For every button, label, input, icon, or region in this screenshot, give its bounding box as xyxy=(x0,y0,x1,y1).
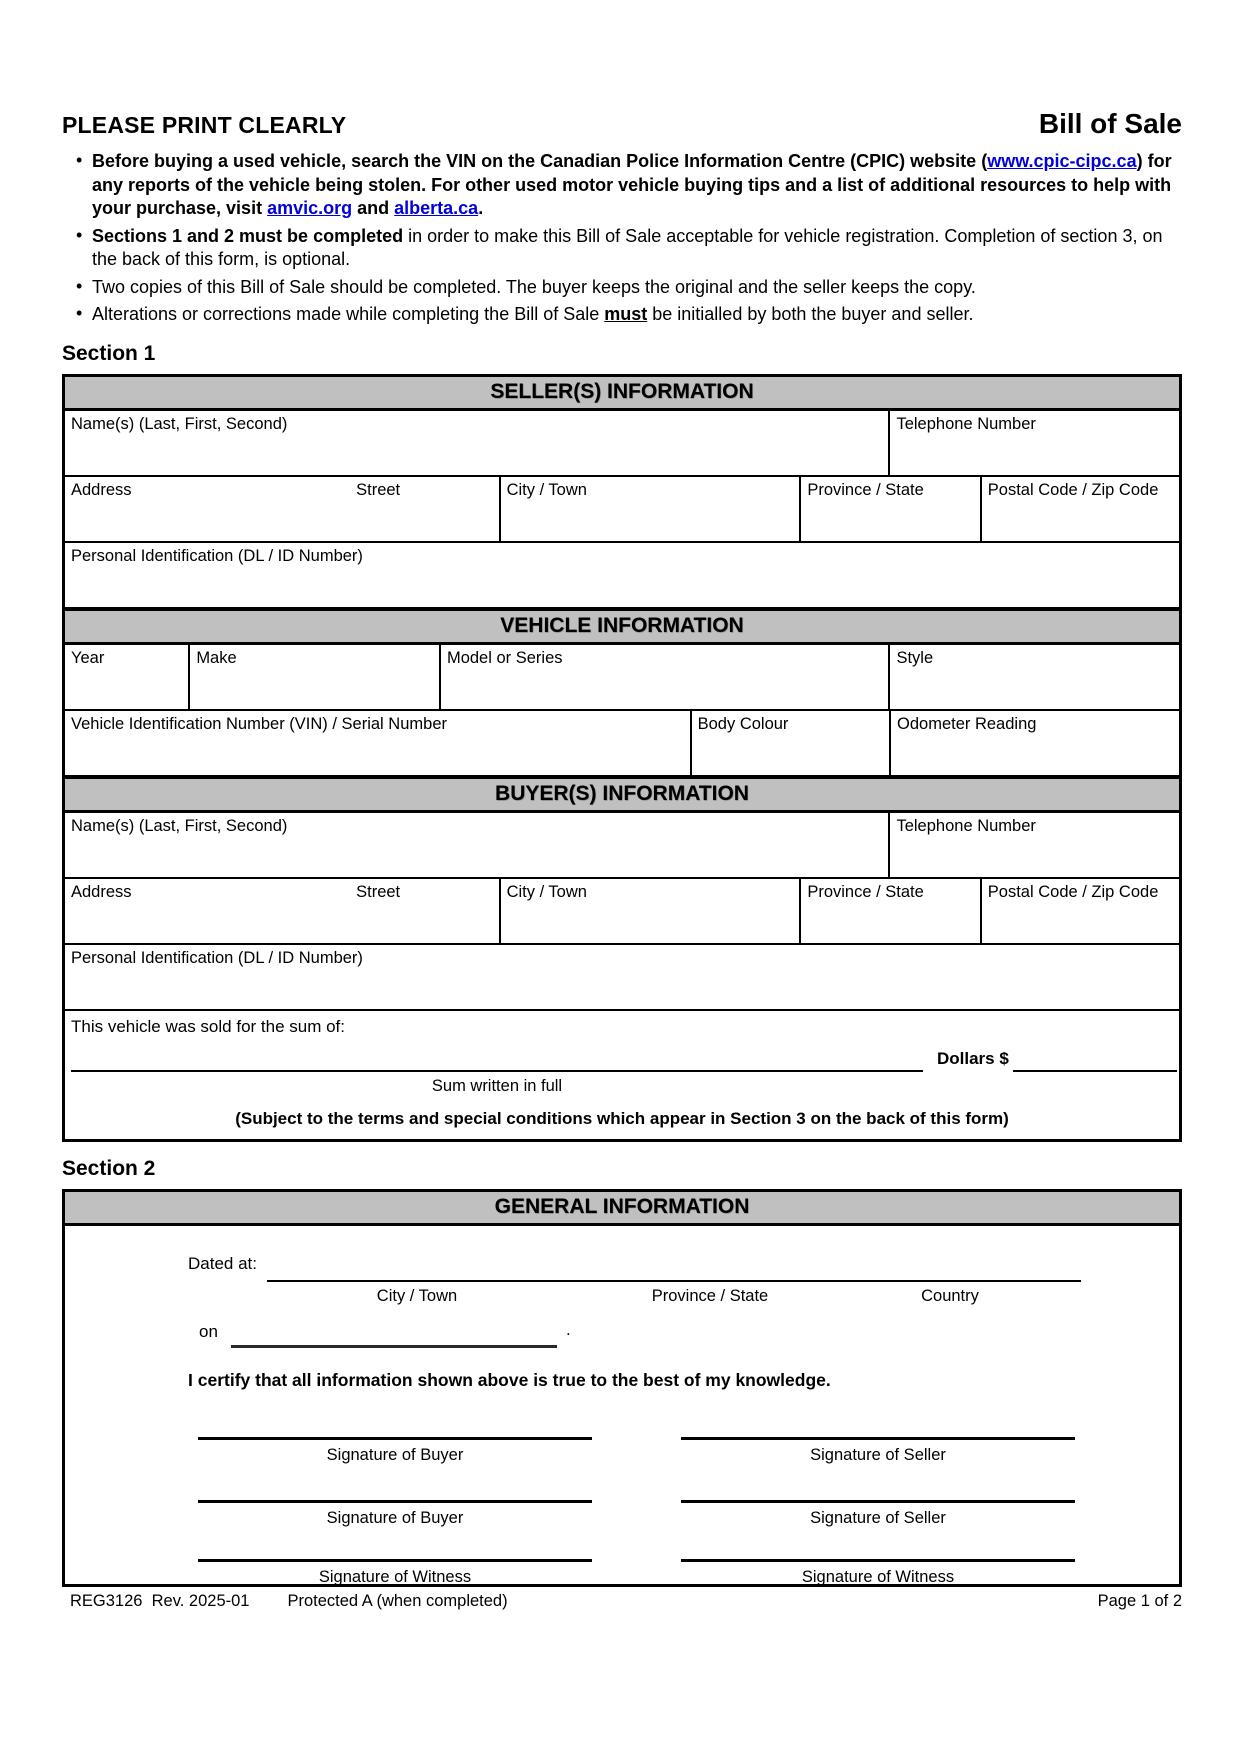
instruction-item-2 xyxy=(62,225,1182,272)
vehicle-vin-label: Vehicle Identification Number (VIN) / Serial Number xyxy=(71,714,447,733)
signature-seller-line-1[interactable] xyxy=(681,1437,1075,1465)
protected-classification: Protected A (when completed) xyxy=(287,1592,508,1610)
seller-name-row xyxy=(65,411,1179,477)
seller-address-label: Address xyxy=(71,480,132,499)
dated-city-label: City / Town xyxy=(376,1286,458,1305)
vehicle-make-label: Make xyxy=(196,648,237,667)
instructions-list xyxy=(62,150,1182,327)
general-information-header: GENERAL INFORMATION xyxy=(65,1192,1179,1226)
seller-city-field[interactable] xyxy=(501,477,802,541)
buyer-address-field[interactable] xyxy=(65,879,501,943)
signature-witness-line-right[interactable] xyxy=(681,1559,1075,1587)
instruction-item-3 xyxy=(62,276,1182,300)
dollars-amount-line[interactable] xyxy=(1013,1070,1177,1072)
section1-table xyxy=(62,374,1182,1142)
buyer-telephone-field[interactable] xyxy=(890,813,1179,877)
seller-city-label: City / Town xyxy=(506,480,587,499)
section2-box xyxy=(62,1189,1182,1587)
seller-id-field[interactable] xyxy=(65,543,1179,607)
dated-province-label: Province / State xyxy=(651,1286,769,1305)
vehicle-model-field[interactable] xyxy=(441,645,890,709)
date-line[interactable] xyxy=(231,1345,557,1348)
seller-id-label: Personal Identification (DL / ID Number) xyxy=(71,546,363,565)
seller-names-field[interactable] xyxy=(65,411,890,475)
title-row xyxy=(62,108,1182,140)
buyer-postal-label: Postal Code / Zip Code xyxy=(987,882,1159,901)
sum-written-caption: Sum written in full xyxy=(431,1076,563,1095)
signature-witness-line-left[interactable] xyxy=(198,1559,592,1587)
vehicle-odometer-field[interactable] xyxy=(891,711,1179,775)
instruction-item-4 xyxy=(62,303,1182,327)
vehicle-vin-field[interactable] xyxy=(65,711,692,775)
signature-seller-label-2: Signature of Seller xyxy=(810,1508,946,1527)
instruction-text: Two copies of this Bill of Sale should be completed. The buyer keeps the original and the seller keeps the copy. xyxy=(92,276,976,297)
instruction-text: in order to make this Bill of Sale acceptable for vehicle registration. Completion of section 3, on the back of this form, is optional. xyxy=(92,225,1163,269)
instruction-text: Alterations or corrections made while completing the Bill of Sale xyxy=(92,304,605,324)
seller-street-label: Street xyxy=(356,480,401,499)
buyer-name-row xyxy=(65,813,1179,879)
vehicle-style-field[interactable] xyxy=(890,645,1179,709)
period-text: . xyxy=(566,1319,571,1339)
buyer-id-label: Personal Identification (DL / ID Number) xyxy=(71,948,363,967)
vehicle-year-field[interactable] xyxy=(65,645,190,709)
vehicle-odometer-label: Odometer Reading xyxy=(897,714,1037,733)
section2-heading: Section 2 xyxy=(62,1156,156,1180)
buyer-province-label: Province / State xyxy=(807,882,924,901)
vehicle-style-label: Style xyxy=(896,648,934,667)
seller-province-label: Province / State xyxy=(807,480,924,499)
bullet-icon: • xyxy=(76,224,83,245)
dated-at-line[interactable] xyxy=(267,1280,1081,1282)
dollars-label: Dollars $ xyxy=(937,1048,1009,1068)
vehicle-row-2 xyxy=(65,711,1179,777)
buyer-address-label: Address xyxy=(71,882,132,901)
buyer-id-row xyxy=(65,945,1179,1011)
instruction-text: Before buying a used vehicle, search the VIN on the Canadian Police Information Centre (CPIC) website ( xyxy=(92,151,988,171)
dated-country-label: Country xyxy=(921,1286,979,1305)
vehicle-row-1 xyxy=(65,645,1179,711)
instruction-text: Sections 1 and 2 must be completed xyxy=(92,225,404,246)
vehicle-colour-field[interactable] xyxy=(692,711,891,775)
buyer-telephone-label: Telephone Number xyxy=(896,816,1036,835)
buyer-names-label: Name(s) (Last, First, Second) xyxy=(71,816,288,835)
link-alberta[interactable]: alberta.ca xyxy=(394,198,479,218)
dated-at-label: Dated at: xyxy=(188,1253,257,1273)
seller-telephone-field[interactable] xyxy=(890,411,1179,475)
certify-statement: I certify that all information shown above is true to the best of my knowledge. xyxy=(188,1369,831,1390)
print-clearly-heading: PLEASE PRINT CLEARLY xyxy=(62,112,347,138)
subject-terms-note: (Subject to the terms and special conditions which appear in Section 3 on the back of this form) xyxy=(235,1108,1009,1128)
buyer-city-label: City / Town xyxy=(506,882,587,901)
vehicle-colour-label: Body Colour xyxy=(697,714,789,733)
buyer-id-field[interactable] xyxy=(65,945,1179,1009)
sold-for-label: This vehicle was sold for the sum of: xyxy=(71,1016,346,1036)
seller-postal-field[interactable] xyxy=(982,477,1179,541)
buyer-postal-field[interactable] xyxy=(982,879,1179,943)
link-amvic[interactable]: amvic.org xyxy=(267,198,353,218)
signature-buyer-line-2[interactable] xyxy=(198,1500,592,1528)
vehicle-model-label: Model or Series xyxy=(446,648,563,667)
seller-address-row xyxy=(65,477,1179,543)
instruction-text: ) for any reports of the vehicle being stolen. For other used motor vehicle buying tips and a list of additional resources to help with your purchase, visit xyxy=(92,151,1172,218)
buyer-address-row xyxy=(65,879,1179,945)
form-number: REG3126 Rev. 2025-01 xyxy=(70,1592,250,1610)
signature-seller-label-1: Signature of Seller xyxy=(810,1445,946,1464)
page-footer xyxy=(62,1592,1182,1611)
link-cpic-website[interactable]: www.cpic-cipc.ca xyxy=(987,151,1137,171)
bullet-icon: • xyxy=(76,275,83,296)
bullet-icon: • xyxy=(76,303,83,323)
seller-address-field[interactable] xyxy=(65,477,501,541)
seller-id-row xyxy=(65,543,1179,609)
section1-heading: Section 1 xyxy=(62,341,156,365)
instruction-text: . xyxy=(478,198,484,218)
buyer-information-header: BUYER(S) INFORMATION xyxy=(65,777,1179,813)
page-title: Bill of Sale xyxy=(1038,108,1182,139)
buyer-province-field[interactable] xyxy=(801,879,981,943)
signature-buyer-label-2: Signature of Buyer xyxy=(326,1508,464,1527)
instruction-text: and xyxy=(352,198,395,218)
signature-buyer-line-1[interactable] xyxy=(198,1437,592,1465)
page-number: Page 1 of 2 xyxy=(1097,1592,1182,1610)
sale-sum-row xyxy=(65,1011,1179,1139)
vehicle-information-header: VEHICLE INFORMATION xyxy=(65,609,1179,645)
bullet-icon: • xyxy=(76,150,83,170)
buyer-names-field[interactable] xyxy=(65,813,890,877)
signature-seller-line-2[interactable] xyxy=(681,1500,1075,1528)
instruction-text-must: must xyxy=(604,304,648,324)
vehicle-year-label: Year xyxy=(71,648,105,667)
instruction-text: be initialled by both the buyer and seller. xyxy=(647,304,974,324)
seller-names-label: Name(s) (Last, First, Second) xyxy=(71,414,288,433)
form-page xyxy=(62,108,1182,1587)
sum-written-line[interactable] xyxy=(71,1070,923,1072)
seller-telephone-label: Telephone Number xyxy=(896,414,1036,433)
signature-witness-label-left: Signature of Witness xyxy=(318,1567,472,1586)
instruction-item-1 xyxy=(62,150,1182,221)
seller-postal-label: Postal Code / Zip Code xyxy=(987,480,1159,499)
buyer-street-label: Street xyxy=(356,882,401,901)
signature-buyer-label-1: Signature of Buyer xyxy=(326,1445,464,1464)
signature-witness-label-right: Signature of Witness xyxy=(801,1567,955,1586)
seller-province-field[interactable] xyxy=(801,477,981,541)
on-label: on xyxy=(199,1321,218,1341)
seller-information-header: SELLER(S) INFORMATION xyxy=(65,377,1179,411)
buyer-city-field[interactable] xyxy=(501,879,802,943)
vehicle-make-field[interactable] xyxy=(190,645,441,709)
